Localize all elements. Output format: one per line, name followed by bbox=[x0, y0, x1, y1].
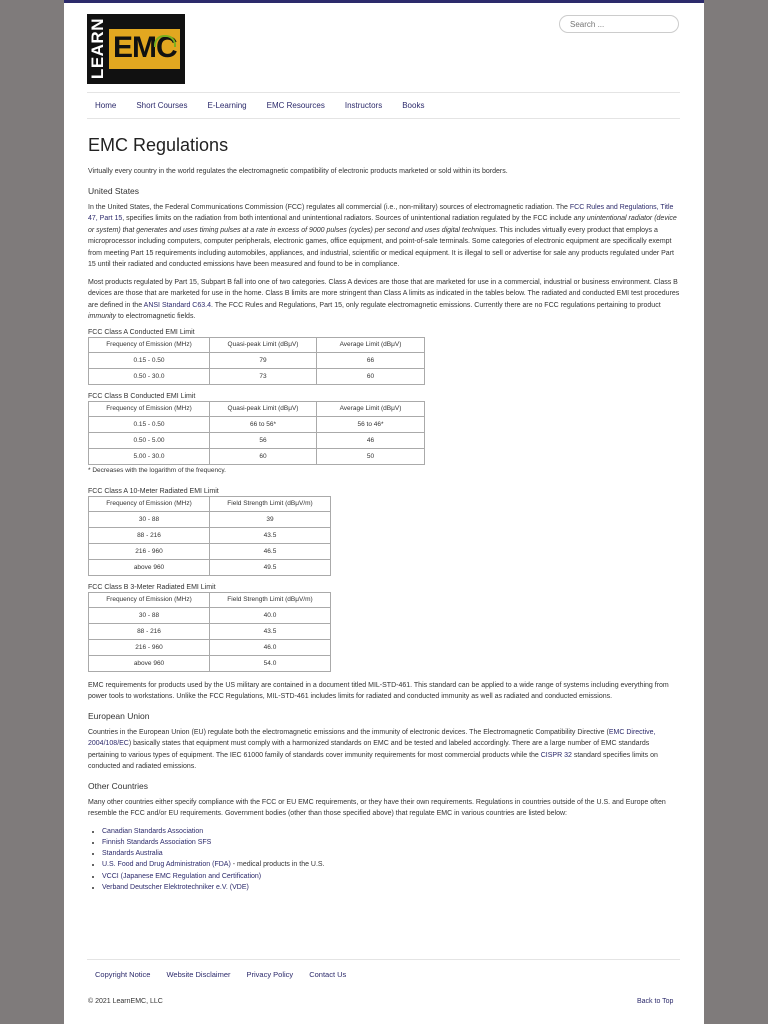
list-item bbox=[102, 882, 680, 893]
table-row bbox=[89, 623, 331, 639]
table-cell: 0.15 - 0.50 bbox=[89, 352, 210, 368]
table-cell: 216 - 960 bbox=[89, 543, 210, 559]
logo-emc-text: EMC bbox=[109, 29, 180, 69]
us-p1-text-b: , specifies limits on the radiation from both intentional and unintentional radiators. Sources of unintentional radiation regulated by the FCC include bbox=[122, 215, 574, 222]
us-paragraph-1 bbox=[88, 202, 680, 271]
fcc-rules-link[interactable]: FCC Rules and Regulations, Title 47, Part 15 bbox=[88, 203, 674, 222]
table-row bbox=[89, 639, 331, 655]
table-caption-class-a-radiated: FCC Class A 10-Meter Radiated EMI Limit bbox=[88, 487, 219, 495]
table-header-cell: Field Strength Limit (dBμV/m) bbox=[210, 496, 331, 511]
table-cell: 73 bbox=[210, 368, 317, 384]
table-row bbox=[89, 607, 331, 623]
table-header-cell: Frequency of Emission (MHz) bbox=[89, 337, 210, 352]
table-row bbox=[89, 511, 331, 527]
table-cell: 30 - 88 bbox=[89, 511, 210, 527]
table-cell: 66 bbox=[317, 352, 425, 368]
logo-wave-icon bbox=[154, 35, 176, 47]
table-class-b-radiated bbox=[88, 592, 331, 672]
regulator-list bbox=[88, 826, 680, 894]
table-cell: 0.50 - 30.0 bbox=[89, 368, 210, 384]
table-caption-class-b-radiated: FCC Class B 3-Meter Radiated EMI Limit bbox=[88, 583, 216, 591]
ansi-c63-link[interactable]: ANSI Standard C63.4 bbox=[143, 301, 211, 309]
table-cell: 50 bbox=[317, 448, 425, 464]
eu-heading: European Union bbox=[88, 710, 150, 721]
footer-divider bbox=[87, 959, 680, 960]
list-item bbox=[102, 848, 680, 859]
table-header-cell: Frequency of Emission (MHz) bbox=[89, 496, 210, 511]
table-header-cell: Average Limit (dBμV) bbox=[317, 401, 425, 416]
emc-directive-link[interactable]: EMC Directive, 2004/108/EC bbox=[88, 728, 656, 747]
table-cell: 43.5 bbox=[210, 623, 331, 639]
table-class-b-conducted bbox=[88, 401, 425, 465]
table-row bbox=[89, 368, 425, 384]
sfs-link[interactable]: Finnish Standards Association SFS bbox=[102, 838, 212, 846]
vcci-link[interactable]: VCCI (Japanese EMC Regulation and Certification) bbox=[102, 872, 262, 880]
table-cell: 39 bbox=[210, 511, 331, 527]
footer-nav bbox=[95, 970, 362, 979]
table-class-a-radiated bbox=[88, 496, 331, 576]
table-cell: 88 - 216 bbox=[89, 527, 210, 543]
table-row bbox=[89, 655, 331, 671]
table-row bbox=[89, 416, 425, 432]
table-header-row bbox=[89, 401, 425, 416]
table-header-cell: Frequency of Emission (MHz) bbox=[89, 592, 210, 607]
table-row bbox=[89, 432, 425, 448]
table-footnote: * Decreases with the logarithm of the frequency. bbox=[88, 466, 226, 474]
us-p2-emphasis: immunity bbox=[88, 313, 117, 320]
table-cell: 30 - 88 bbox=[89, 607, 210, 623]
footer-link-copyright[interactable]: Copyright Notice bbox=[95, 970, 151, 979]
table-row bbox=[89, 559, 331, 575]
nav-e-learning[interactable]: E-Learning bbox=[207, 101, 247, 110]
learnemc-logo[interactable] bbox=[87, 14, 185, 84]
nav-short-courses[interactable]: Short Courses bbox=[136, 101, 188, 110]
list-item-suffix: - medical products in the U.S. bbox=[230, 861, 325, 869]
us-p1-text-a: In the United States, the Federal Communications Commission (FCC) regulates all commercial (i.e., non-military) sources of electromagnetic radiation. The bbox=[88, 203, 570, 211]
table-cell: 46.5 bbox=[210, 543, 331, 559]
table-caption-class-b-conducted: FCC Class B Conducted EMI Limit bbox=[88, 392, 196, 400]
page-container bbox=[64, 0, 704, 1024]
other-countries-heading: Other Countries bbox=[88, 780, 148, 791]
us-heading: United States bbox=[88, 185, 140, 196]
nav-home[interactable]: Home bbox=[95, 101, 117, 110]
list-item bbox=[102, 826, 680, 837]
table-cell: 0.50 - 5.00 bbox=[89, 432, 210, 448]
footer-link-privacy[interactable]: Privacy Policy bbox=[246, 970, 294, 979]
table-header-row bbox=[89, 337, 425, 352]
other-countries-paragraph: Many other countries either specify compliance with the FCC or EU EMC requirements, or they have their own requirements. Regulations in countries outside of the U.S. and Europe often resemble the FCC and/or EU requirements. Government bodies (other than those specified above) that regulate EMC in various countries are listed below: bbox=[88, 798, 666, 817]
table-cell: 56 to 46* bbox=[317, 416, 425, 432]
eu-text-b: ) basically states that equipment must comply with a harmonized standards on EMC and be tested and labeled accordingly. There are a large number of EMC standards pertaining to various types of equipment. The IEC 61000 family of standards cover immunity requirements for most commercial products while the bbox=[88, 740, 650, 759]
eu-text-c: standard specifies limits on conducted and radiated emissions. bbox=[88, 751, 658, 770]
table-cell: above 960 bbox=[89, 655, 210, 671]
table-cell: 66 to 56* bbox=[210, 416, 317, 432]
table-cell: 54.0 bbox=[210, 655, 331, 671]
footer-link-disclaimer[interactable]: Website Disclaimer bbox=[166, 970, 231, 979]
table-cell: 88 - 216 bbox=[89, 623, 210, 639]
table-header-cell: Average Limit (dBμV) bbox=[317, 337, 425, 352]
table-row bbox=[89, 448, 425, 464]
table-cell: 46.0 bbox=[210, 639, 331, 655]
nav-emc-resources[interactable]: EMC Resources bbox=[266, 101, 325, 110]
table-cell: above 960 bbox=[89, 559, 210, 575]
table-cell: 43.5 bbox=[210, 527, 331, 543]
table-cell: 0.15 - 0.50 bbox=[89, 416, 210, 432]
us-p2-text-c: to electromagnetic fields. bbox=[116, 313, 196, 320]
list-item bbox=[102, 837, 680, 848]
nav-instructors[interactable]: Instructors bbox=[344, 101, 383, 110]
nav-divider-top bbox=[87, 92, 680, 93]
intro-paragraph: Virtually every country in the world regulates the electromagnetic compatibility of electronic products marketed or sold within its borders. bbox=[88, 168, 508, 175]
us-p2-text-b: . The FCC Rules and Regulations, Part 15, only regulate electromagnetic emissions. Currently there are no FCC regulations pertaining to product bbox=[210, 301, 661, 309]
table-cell: 56 bbox=[210, 432, 317, 448]
table-cell: 79 bbox=[210, 352, 317, 368]
us-p1-text-c: . This includes virtually every product that employs a microprocessor including computers, computer peripherals, electronic games, office equipment, and point-of-sale terminals. Some categories of electronic equipment are specifically exempt from meeting Part 15 requirements including automobiles, appliances, and industrial, scientific or medical equipment. It is illegal to sell or advertise for sale any products regulated under Part 15 until their radiated and conducted emissions have been measured and found to be in compliance. bbox=[88, 226, 674, 268]
search-input[interactable] bbox=[559, 15, 679, 33]
main-nav bbox=[95, 101, 444, 110]
fda-link[interactable]: U.S. Food and Drug Administration (FDA) bbox=[102, 861, 231, 869]
standards-australia-link[interactable]: Standards Australia bbox=[102, 850, 163, 858]
table-header-row bbox=[89, 592, 331, 607]
table-cell: 60 bbox=[317, 368, 425, 384]
table-row bbox=[89, 527, 331, 543]
list-item bbox=[102, 871, 680, 882]
military-paragraph: EMC requirements for products used by the US military are contained in a document titled MIL-STD-461. This standard can be applied to a wide range of systems including everything from power tools to workstations. Unlike the FCC Regulations, MIL-STD-461 includes limits for radiated and conducted immunity as well as radiated and conducted emissions. bbox=[88, 681, 669, 700]
table-cell: 60 bbox=[210, 448, 317, 464]
table-header-cell: Quasi-peak Limit (dBμV) bbox=[210, 401, 317, 416]
copyright-text: © 2021 LearnEMC, LLC bbox=[88, 998, 163, 1005]
main-content bbox=[88, 131, 680, 893]
table-cell: 49.5 bbox=[210, 559, 331, 575]
table-cell: 40.0 bbox=[210, 607, 331, 623]
table-cell: 216 - 960 bbox=[89, 639, 210, 655]
eu-paragraph bbox=[88, 727, 680, 773]
table-row bbox=[89, 543, 331, 559]
footer-link-contact[interactable]: Contact Us bbox=[309, 970, 347, 979]
table-header-cell: Frequency of Emission (MHz) bbox=[89, 401, 210, 416]
cispr-32-link[interactable]: CISPR 32 bbox=[540, 751, 572, 759]
table-header-cell: Field Strength Limit (dBμV/m) bbox=[210, 592, 331, 607]
eu-text-a: Countries in the European Union (EU) regulate both the electromagnetic emissions and the immunity of electronic devices. The Electromagnetic Compatibility Directive ( bbox=[88, 728, 609, 736]
us-p2-text-a: Most products regulated by Part 15, Subpart B fall into one of two categories. Class A devices are those that are marketed for use in a commercial, industrial or business environment. Class B devices are those that are marketed for use in the home. Class B limits are more stringent than Class A limits as indicated in the tables below. The radiated and conducted EMI test procedures are defined in the bbox=[88, 278, 680, 309]
us-paragraph-2 bbox=[88, 277, 680, 323]
logo-learn-text: LEARN bbox=[88, 18, 107, 80]
table-cell: 5.00 - 30.0 bbox=[89, 448, 210, 464]
table-header-row bbox=[89, 496, 331, 511]
back-to-top-link[interactable]: Back to Top bbox=[637, 998, 674, 1005]
csa-link[interactable]: Canadian Standards Association bbox=[102, 827, 204, 835]
table-header-cell: Quasi-peak Limit (dBμV) bbox=[210, 337, 317, 352]
table-caption-class-a-conducted: FCC Class A Conducted EMI Limit bbox=[88, 328, 195, 336]
table-class-a-conducted bbox=[88, 337, 425, 385]
vde-link[interactable]: Verband Deutscher Elektrotechniker e.V. (VDE) bbox=[102, 883, 249, 891]
table-row bbox=[89, 352, 425, 368]
us-p1-emphasis: any unintentional radiator (device or system) that generates and uses timing pulses at a rate in excess of 9000 pulses (cycles) per second and uses digital techniques bbox=[88, 215, 677, 234]
table-cell: 46 bbox=[317, 432, 425, 448]
nav-divider-bottom bbox=[87, 118, 680, 119]
page-title: EMC Regulations bbox=[88, 135, 229, 155]
nav-books[interactable]: Books bbox=[402, 101, 425, 110]
list-item bbox=[102, 859, 680, 870]
